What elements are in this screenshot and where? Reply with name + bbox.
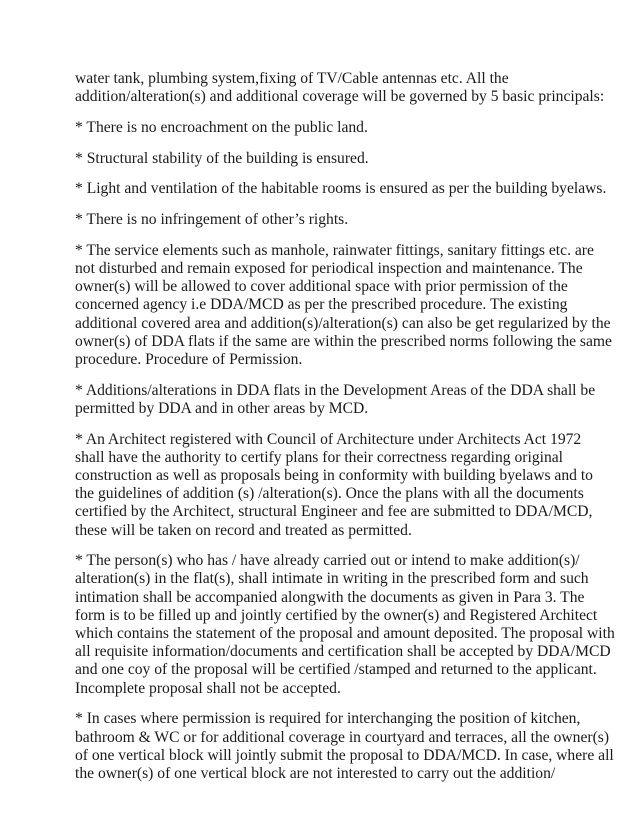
text-line: * The person(s) who has / have already carried out or intend to make addition(s)/ (75, 552, 580, 570)
text-line: * The service elements such as manhole, rainwater fittings, sanitary fittings etc. are (75, 241, 594, 259)
text-line: * Light and ventilation of the habitable rooms is ensured as per the building byelaws. (75, 180, 607, 198)
text-line: owner(s) of DDA flats if the same are within the prescribed norms following the same (75, 332, 612, 350)
text-line: alteration(s) in the flat(s), shall intimate in writing in the prescribed form and such (75, 570, 589, 588)
text-line: all requisite information/documents and certification shall be accepted by DDA/MCD (75, 643, 611, 661)
text-line: owner(s) will be allowed to cover additional space with prior permission of the (75, 278, 568, 296)
paragraph (75, 180, 607, 198)
text-line: * In cases where permission is required for interchanging the position of kitchen, (75, 710, 581, 728)
text-line: * Additions/alterations in DDA flats in the Development Areas of the DDA shall be (75, 381, 596, 399)
paragraph (75, 119, 575, 137)
text-line: which contains the statement of the proposal and amount deposited. The proposal with (75, 625, 615, 643)
text-line: construction as well as proposals being in conformity with building byelaws and to (75, 466, 593, 484)
text-line: not disturbed and remain exposed for periodical inspection and maintenance. The (75, 259, 583, 277)
text-line: the guidelines of addition (s) /alteration(s). Once the plans with all the documents (75, 485, 584, 503)
text-line: additional covered area and addition(s)/alteration(s) can also be get regularized by the (75, 314, 611, 332)
paragraph (75, 241, 612, 369)
text-line: permitted by DDA and in other areas by MCD. (75, 399, 369, 417)
text-line: Incomplete proposal shall not be accepted. (75, 679, 341, 697)
text-line: of one vertical block will jointly submit the proposal to DDA/MCD. In case, where all (75, 746, 614, 764)
text-line: concerned agency i.e DDA/MCD as per the prescribed procedure. The existing (75, 296, 568, 314)
paragraph (75, 552, 615, 698)
text-line: * There is no infringement of other’s rights. (75, 211, 349, 229)
paragraph (75, 710, 614, 783)
paragraph (75, 430, 593, 540)
text-line: shall have the authority to certify plans for their correctness regarding original (75, 448, 563, 466)
paragraph (75, 150, 575, 168)
text-line: bathroom & WC or for additional coverage in courtyard and terraces, all the owner(s) (75, 728, 610, 746)
text-line: * An Architect registered with Council of Architecture under Architects Act 1972 (75, 430, 582, 448)
text-line: water tank, plumbing system,fixing of TV/Cable antennas etc. All the (75, 70, 509, 87)
text-line: addition/alteration(s) and additional coverage will be governed by 5 basic principals: (75, 88, 605, 106)
text-line: and one coy of the proposal will be certified /stamped and returned to the applicant. (75, 661, 597, 679)
text-line: these will be taken on record and treated as permitted. (75, 521, 412, 539)
paragraph (75, 381, 596, 418)
text-line: form is to be filled up and jointly certified by the owner(s) and Registered Architect (75, 606, 598, 624)
text-line: procedure. Procedure of Permission. (75, 350, 303, 368)
document-page (75, 70, 615, 796)
text-line: intimation shall be accompanied alongwith the documents as given in Para 3. The (75, 588, 585, 606)
text-line: * Structural stability of the building is ensured. (75, 149, 369, 167)
text-line: the owner(s) of one vertical block are not interested to carry out the addition/ (75, 765, 556, 782)
paragraph (75, 211, 575, 229)
paragraph (75, 70, 605, 106)
text-line: * There is no encroachment on the public land. (75, 118, 368, 136)
text-line: certified by the Architect, structural Engineer and fee are submitted to DDA/MCD, (75, 503, 593, 521)
